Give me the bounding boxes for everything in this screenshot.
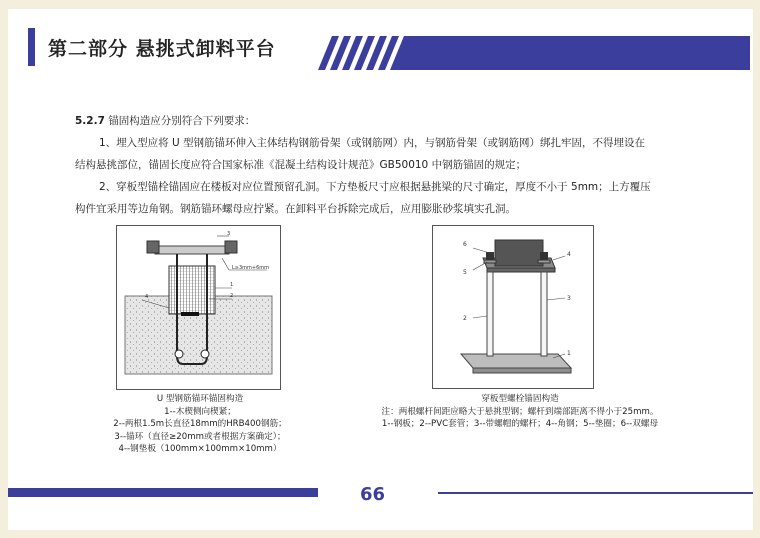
paragraph-2-line-1: 2、穿板型锚栓锚固应在楼板对应位置预留孔洞。下方垫板尺寸应根据悬挑梁的尺寸确定，厚度不小于 5mm；上方覆压 xyxy=(99,181,651,193)
paragraph-2-line-2: 构件宜采用等边角钢。钢筋锚环螺母应拧紧。在卸料平台拆除完成后，应用膨胀砂浆填实孔洞。 xyxy=(75,203,516,215)
figure-u-anchor-caption xyxy=(75,393,325,456)
section-heading-text: 锚固构造应分别符合下列要求： xyxy=(104,115,256,127)
paragraph-1-line-2: 结构悬挑部位，锚固长度应符合国家标准《混凝土结构设计规范》GB50010 中钢筋锚固的规定； xyxy=(75,159,527,171)
fig1-label-1: 1 xyxy=(230,282,234,288)
fig2-label-5: 5 xyxy=(463,269,467,276)
fig2-label-4: 4 xyxy=(567,251,571,258)
footer-accent-bar xyxy=(8,488,318,497)
u-anchor-drawing xyxy=(117,226,280,389)
caption-line: 1--钢板；2--PVC套管；3--带螺帽的螺杆；4--角钢；5--垫圈；6--双螺母 xyxy=(381,419,659,429)
figure-bolt-anchor-caption xyxy=(330,393,710,431)
bolt-anchor-drawing xyxy=(433,226,593,388)
caption-line: 2--两根1.5m长直径18mm的HRB400钢筋； xyxy=(113,419,287,429)
title-accent-bar xyxy=(28,28,35,66)
section-heading xyxy=(75,110,705,132)
page-title: 第二部分 悬挑式卸料平台 xyxy=(48,38,276,60)
caption-line: U 型钢筋锚环锚固构造 xyxy=(156,394,244,404)
fig1-label-4: 4 xyxy=(145,294,149,300)
caption-line: 4--钢垫板（100mm×100mm×10mm） xyxy=(118,444,282,454)
fig2-label-1: 1 xyxy=(567,350,571,357)
fig2-label-6: 6 xyxy=(463,241,467,248)
header-stripes-decoration xyxy=(310,36,750,70)
footer-divider xyxy=(438,492,753,494)
section-number: 5.2.7 xyxy=(75,115,105,127)
dimension-label: L≥3mm+6mm xyxy=(232,265,270,271)
caption-line: 穿板型螺栓锚固构造 xyxy=(481,394,559,404)
fig2-label-3: 3 xyxy=(567,295,571,302)
fig1-label-2: 2 xyxy=(230,293,234,299)
figure-bolt-anchor xyxy=(432,225,594,389)
paragraph-1-line-1: 1、埋入型应将 U 型钢筋锚环伸入主体结构钢筋骨架（或钢筋网）内，与钢筋骨架（或钢筋网）绑扎牢固，不得埋设在 xyxy=(99,137,646,149)
caption-line: 1--木楔侧向楔紧； xyxy=(164,406,236,417)
body-text xyxy=(75,110,705,220)
caption-line: 3--锚环（直径≥20mm或者根据方案确定）； xyxy=(114,431,286,442)
caption-line: 注：两根螺杆间距应略大于悬挑型钢；螺杆到端部距离不得小于25mm。 xyxy=(381,406,659,417)
page-number: 66 xyxy=(360,484,386,505)
fig2-label-2: 2 xyxy=(463,315,467,322)
figure-u-anchor xyxy=(116,225,281,390)
fig1-label-3: 3 xyxy=(227,231,231,237)
